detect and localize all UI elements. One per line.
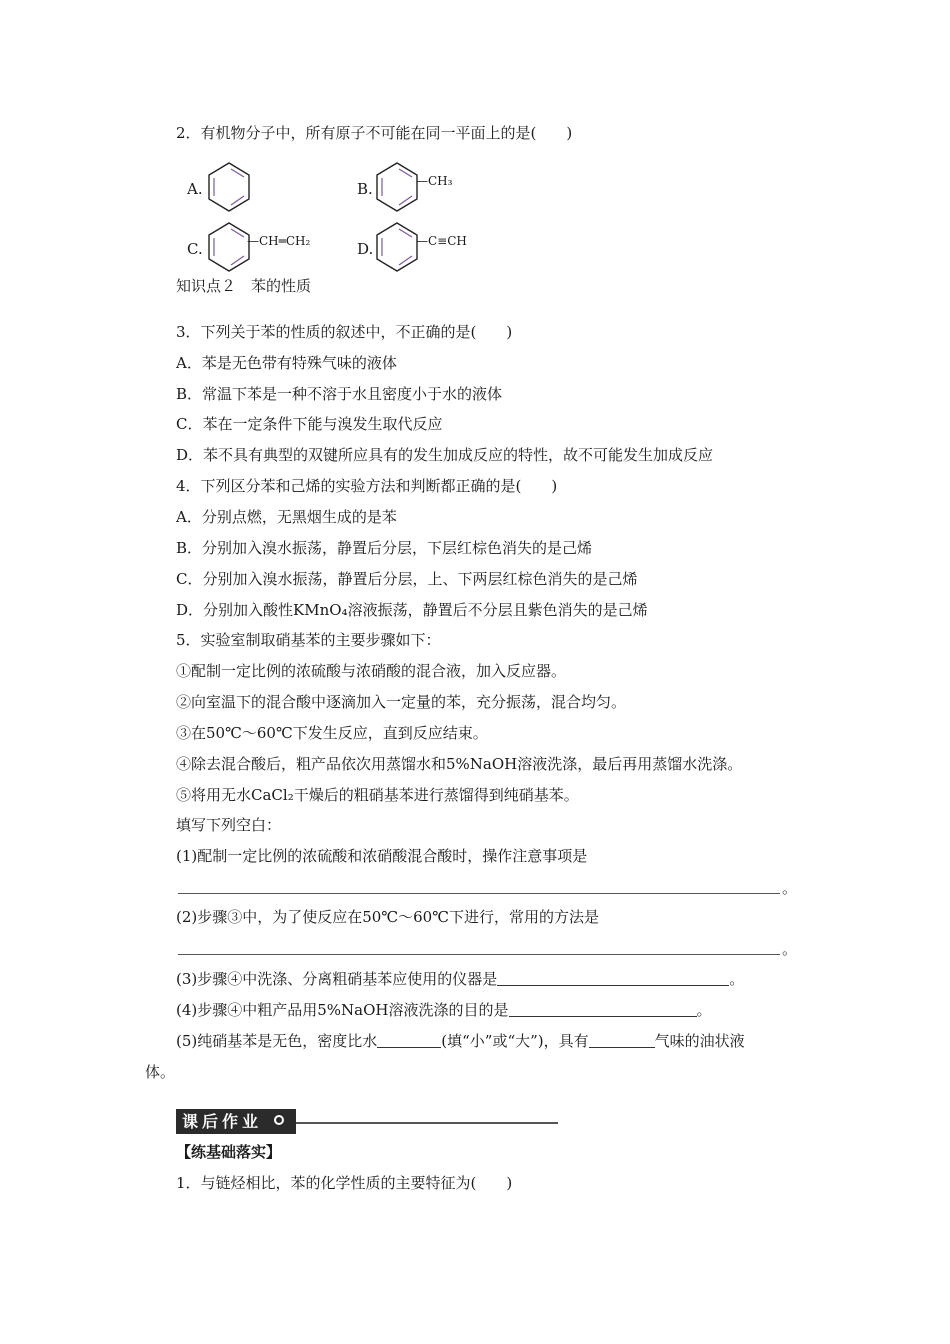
homework-badge-dot-icon xyxy=(272,1113,286,1127)
q5-sub1: (1)配制一定比例的浓硫酸和浓硝酸混合酸时，操作注意事项是 xyxy=(176,847,588,865)
phenylacetylene-structure-d xyxy=(372,220,432,282)
q5-sub5-a: (5)纯硝基苯是无色，密度比水 xyxy=(176,1032,378,1050)
benzene-structure-a xyxy=(204,160,264,222)
q3-option-d: D．苯不具有典型的双键所应具有的发生加成反应的特性，故不可能发生加成反应 xyxy=(176,446,714,464)
q2-option-c-label: C. xyxy=(187,240,203,258)
q5-sub5-blank-odor[interactable] xyxy=(589,1033,655,1048)
homework-section-badge: 课后作业 xyxy=(176,1109,296,1134)
q2-option-d-substituent: —C≡CH xyxy=(416,234,467,248)
q5-sub4-blank[interactable] xyxy=(509,1002,697,1017)
q5-sub4: (4)步骤④中粗产品用5%NaOH溶液洗涤的目的是 xyxy=(176,1001,509,1019)
q2-option-b-label: B. xyxy=(357,180,373,198)
q5-step-2: ②向室温下的混合酸中逐滴加入一定量的苯，充分振荡，混合均匀。 xyxy=(176,693,627,711)
q2-option-a-label: A. xyxy=(187,180,203,198)
q5-sub4-line xyxy=(176,1000,712,1020)
section-heading-benzene-properties: 知识点２ 苯的性质 xyxy=(176,277,312,295)
q2-stem: 2．有机物分子中，所有原子不可能在同一平面上的是( ) xyxy=(176,124,573,142)
q2-option-d-label: D. xyxy=(357,240,374,258)
q5-sub4-period: 。 xyxy=(696,1001,712,1019)
q2-option-c-substituent: —CH═CH₂ xyxy=(247,234,311,248)
q4-option-c: C．分别加入溴水振荡，静置后分层，上、下两层红棕色消失的是己烯 xyxy=(176,570,638,588)
q4-option-a: A．分别点燃，无黑烟生成的是苯 xyxy=(176,508,397,526)
q4-option-d: D．分别加入酸性KMnO₄溶液振荡，静置后不分层且紫色消失的是己烯 xyxy=(176,601,648,619)
q5-step-4: ④除去混合酸后，粗产品依次用蒸馏水和5%NaOH溶液洗涤，最后再用蒸馏水洗涤。 xyxy=(176,755,743,773)
q5-stem: 5．实验室制取硝基苯的主要步骤如下： xyxy=(176,631,441,649)
q2-option-b-substituent: —CH₃ xyxy=(416,174,453,188)
homework-subtitle: 【练基础落实】 xyxy=(176,1143,282,1161)
q4-stem: 4．下列区分苯和己烯的实验方法和判断都正确的是( ) xyxy=(176,477,558,495)
q5-sub1-answer-line[interactable] xyxy=(178,893,780,894)
q5-sub5-blank-density[interactable] xyxy=(377,1033,441,1048)
q3-option-b: B．常温下苯是一种不溶于水且密度小于水的液体 xyxy=(176,385,503,403)
q5-sub1-period: 。 xyxy=(782,879,798,897)
q5-sub3-line xyxy=(176,969,744,989)
styrene-structure-c xyxy=(204,220,264,282)
q5-fill-intro: 填写下列空白： xyxy=(176,816,282,834)
q5-step-3: ③在50℃～60℃下发生反应，直到反应结束。 xyxy=(176,724,488,742)
q5-sub5-line xyxy=(176,1031,745,1051)
q5-step-5: ⑤将用无水CaCl₂干燥后的粗硝基苯进行蒸馏得到纯硝基苯。 xyxy=(176,786,579,804)
q5-sub5-continuation: 体。 xyxy=(145,1063,176,1081)
q5-sub3-blank[interactable] xyxy=(497,971,729,986)
q5-sub3: (3)步骤④中洗涤、分离粗硝基苯应使用的仪器是 xyxy=(176,970,498,988)
q5-step-1: ①配制一定比例的浓硫酸与浓硝酸的混合液，加入反应器。 xyxy=(176,662,567,680)
q4-option-b: B．分别加入溴水振荡，静置后分层，下层红棕色消失的是己烯 xyxy=(176,539,593,557)
homework-section-rule xyxy=(296,1122,558,1124)
q5-sub5-b: (填“小”或“大”)，具有 xyxy=(441,1032,589,1050)
q5-sub5-c: 气味的油状液 xyxy=(654,1032,745,1050)
q5-sub2-period: 。 xyxy=(782,940,798,958)
q5-sub2-answer-line[interactable] xyxy=(178,954,780,955)
q5-sub3-period: 。 xyxy=(729,970,745,988)
q5-sub2: (2)步骤③中，为了使反应在50℃～60℃下进行，常用的方法是 xyxy=(176,908,599,926)
q3-option-c: C．苯在一定条件下能与溴发生取代反应 xyxy=(176,415,443,433)
toluene-structure-b xyxy=(372,160,432,222)
q3-option-a: A．苯是无色带有特殊气味的液体 xyxy=(176,354,397,372)
homework-q1-stem: 1．与链烃相比，苯的化学性质的主要特征为( ) xyxy=(176,1174,513,1192)
q3-stem: 3．下列关于苯的性质的叙述中，不正确的是( ) xyxy=(176,323,513,341)
